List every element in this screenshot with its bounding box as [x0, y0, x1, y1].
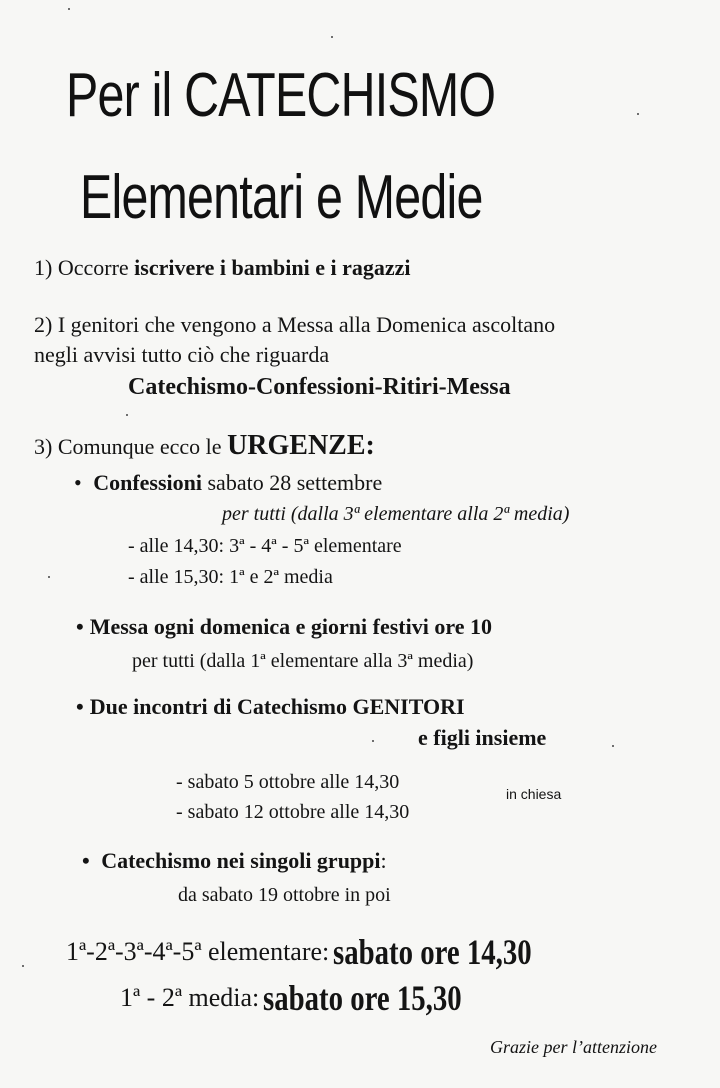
schedule-row	[120, 978, 512, 1018]
scan-speck	[126, 414, 128, 416]
point-1-text: Occorre	[57, 255, 129, 280]
point-3-bold: URGENZE:	[227, 430, 375, 461]
schedule-row	[66, 932, 582, 972]
confessioni-slot-2: - alle 15,30: 1ª e 2ª media	[128, 566, 333, 588]
point-2-bold: Catechismo-Confessioni-Ritiri-Messa	[128, 374, 511, 400]
confessioni-title: Confessioni	[93, 470, 202, 495]
point-3	[34, 430, 375, 461]
schedule-label: 1ª-2ª-3ª-4ª-5ª elementare:	[66, 937, 330, 966]
point-1	[34, 255, 411, 281]
title-line-1: Per il CATECHISMO	[66, 61, 496, 130]
point-3-text: Comunque ecco le	[57, 434, 222, 459]
incontri-date-2: - sabato 12 ottobre alle 14,30	[176, 801, 410, 823]
schedule-time: sabato ore 15,30	[263, 978, 462, 1018]
scan-speck	[612, 745, 614, 747]
confessioni-date: sabato 28 settembre	[207, 470, 383, 495]
title-line-2: Elementari e Medie	[80, 163, 483, 232]
gruppi-title: Catechismo nei singoli gruppi	[101, 848, 381, 873]
scan-speck	[637, 113, 639, 115]
messa-note: per tutti (dalla 1ª elementare alla 3ª media)	[132, 650, 474, 672]
gruppi-note: da sabato 19 ottobre in poi	[178, 884, 391, 906]
confessioni-note: per tutti (dalla 3ª elementare alla 2ª media)	[222, 503, 570, 525]
point-2-line-2: negli avvisi tutto ciò che riguarda	[34, 342, 330, 367]
point-2-number: 2)	[34, 312, 53, 337]
gruppi-heading	[82, 848, 387, 874]
messa-heading: • Messa ogni domenica e giorni festivi ore 10	[76, 614, 492, 640]
incontri-place: in chiesa	[506, 786, 562, 802]
schedule-time: sabato ore 14,30	[333, 932, 532, 972]
scan-speck	[68, 8, 70, 10]
point-1-number: 1)	[34, 255, 53, 280]
point-3-number: 3)	[34, 434, 53, 459]
incontri-heading-2: e figli insieme	[418, 725, 547, 750]
point-1-bold: iscrivere i bambini e i ragazzi	[134, 255, 411, 280]
scan-speck	[22, 965, 24, 967]
point-2-text: I genitori che vengono a Messa alla Domenica ascoltano	[57, 312, 556, 337]
scan-speck	[331, 36, 333, 38]
confessioni-slot-1: - alle 14,30: 3ª - 4ª - 5ª elementare	[128, 535, 402, 557]
scan-speck	[372, 740, 374, 742]
gruppi-colon: :	[380, 848, 387, 873]
confessioni-heading	[74, 470, 382, 496]
scan-speck	[48, 576, 50, 578]
incontri-heading: • Due incontri di Catechismo GENITORI	[76, 694, 465, 720]
point-2-line-1	[34, 312, 555, 338]
incontri-date-1: - sabato 5 ottobre alle 14,30	[176, 771, 400, 793]
schedule-label: 1ª - 2ª media:	[120, 983, 260, 1012]
footer-thanks: Grazie per l’attenzione	[490, 1037, 657, 1057]
